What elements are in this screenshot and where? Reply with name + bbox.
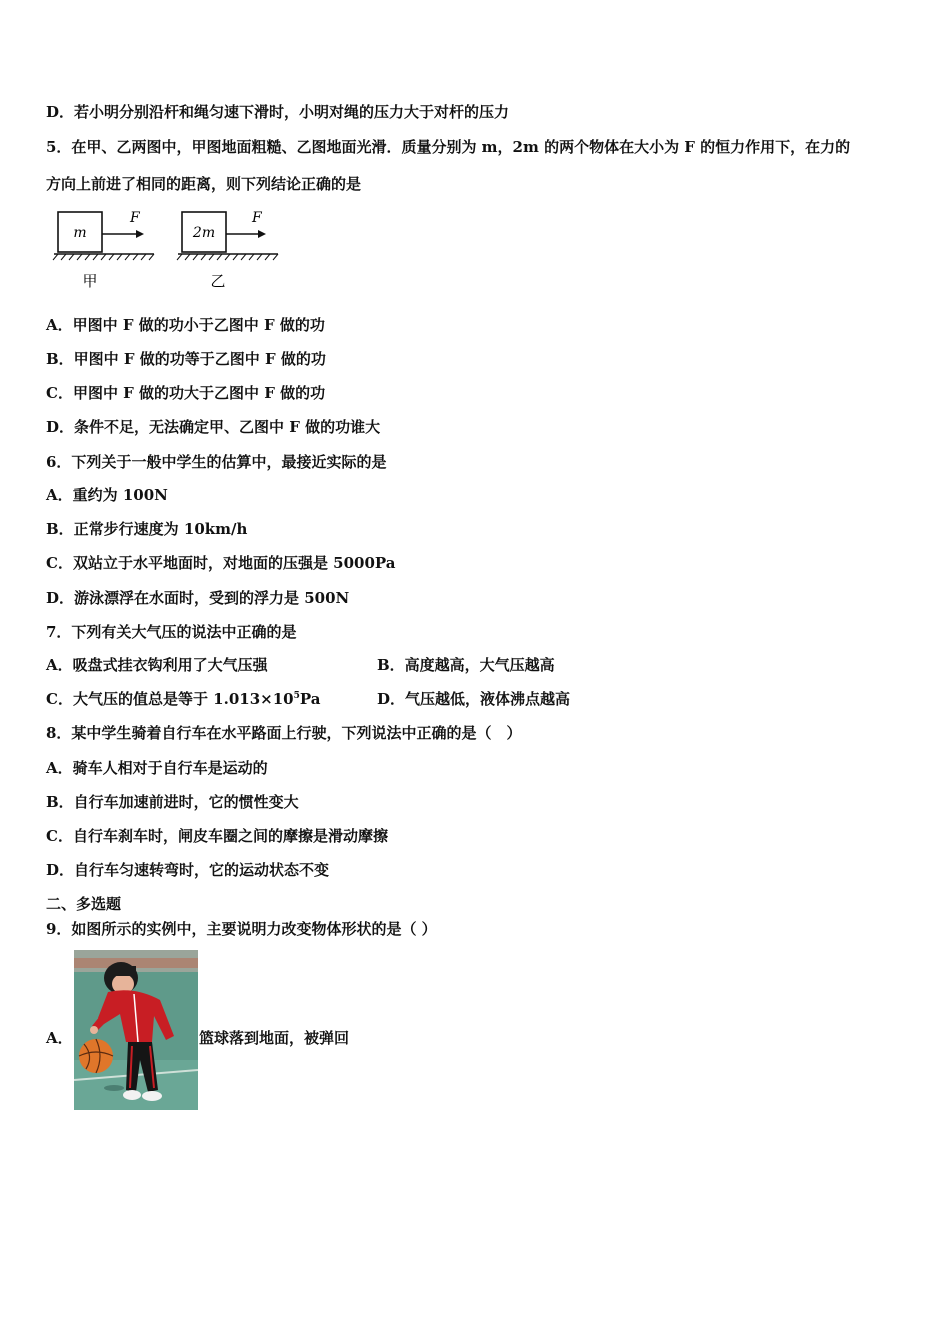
- left-force-label: F: [130, 210, 140, 226]
- left-mass-label: m: [73, 225, 87, 241]
- right-shoe: [142, 1091, 162, 1101]
- q5-option-c: C．甲图中 F 做的功大于乙图中 F 做的功: [46, 384, 326, 402]
- q9-option-a-caption: 篮球落到地面，被弹回: [199, 1029, 350, 1047]
- right-arrow-head: [258, 230, 266, 238]
- q7-row2: [46, 689, 571, 709]
- right-caption: 乙: [210, 272, 226, 290]
- q6-option-d: D．游泳漂浮在水面时，受到的浮力是 500N: [46, 589, 350, 607]
- section-title: 二、多选题: [46, 895, 122, 913]
- q7-option-c: C．大气压的值总是等于 $1.013\times 10^5Pa$: [46, 690, 321, 708]
- q7-option-a: A．吸盘式挂衣钩利用了大气压强: [46, 656, 268, 674]
- q8-stem: 8．某中学生骑着自行车在水平路面上行驶，下列说法中正确的是（ ）: [46, 724, 522, 742]
- q6-option-a: A．重约为 100N: [46, 486, 168, 504]
- q5-force-diagram: [50, 204, 290, 292]
- q5-stem-line1: 5．在甲、乙两图中，甲图地面粗糙、乙图地面光滑．质量分别为 m，2m 的两个物体在大小为 F 的恒力作用下，在力的: [46, 138, 851, 156]
- q9-option-a-label: A．: [46, 1029, 73, 1047]
- q4-option-d: D．若小明分别沿杆和绳匀速下滑时，小明对绳的压力大于对杆的压力: [46, 103, 510, 121]
- q6-option-c: C．双站立于水平地面时，对地面的压强是 5000Pa: [46, 554, 396, 572]
- q7-stem: 7．下列有关大气压的说法中正确的是: [46, 623, 297, 641]
- q5-stem-line2: 方向上前进了相同的距离，则下列结论正确的是: [46, 175, 362, 193]
- q5-option-a: A．甲图中 F 做的功小于乙图中 F 做的功: [46, 316, 325, 334]
- q5-option-b: B．甲图中 F 做的功等于乙图中 F 做的功: [46, 350, 326, 368]
- basketball-photo: [74, 950, 198, 1110]
- q7-row1: [46, 655, 555, 675]
- q8-option-a: A．骑车人相对于自行车是运动的: [46, 759, 268, 777]
- left-caption: 甲: [82, 272, 98, 290]
- right-force-label: F: [252, 210, 262, 226]
- q7-option-b: B．高度越高，大气压越高: [377, 656, 555, 674]
- q5-option-d: D．条件不足，无法确定甲、乙图中 F 做的功谁大: [46, 418, 381, 436]
- left-ground-hatch: [53, 254, 154, 260]
- right-ground-hatch: [177, 254, 278, 260]
- left-shoe: [123, 1090, 141, 1100]
- left-arrow-head: [136, 230, 144, 238]
- q6-option-b: B．正常步行速度为 10km/h: [46, 520, 248, 538]
- q7-option-d: D．气压越低，液体沸点越高: [377, 690, 571, 708]
- q6-stem: 6．下列关于一般中学生的估算中，最接近实际的是: [46, 453, 387, 471]
- q8-option-b: B．自行车加速前进时，它的惯性变大: [46, 793, 299, 811]
- q9-stem: 9．如图所示的实例中，主要说明力改变物体形状的是（ ）: [46, 920, 437, 938]
- right-mass-label: 2m: [192, 225, 216, 241]
- q8-option-d: D．自行车匀速转弯时，它的运动状态不变: [46, 861, 330, 879]
- q8-option-c: C．自行车刹车时，闸皮车圈之间的摩擦是滑动摩擦: [46, 827, 388, 845]
